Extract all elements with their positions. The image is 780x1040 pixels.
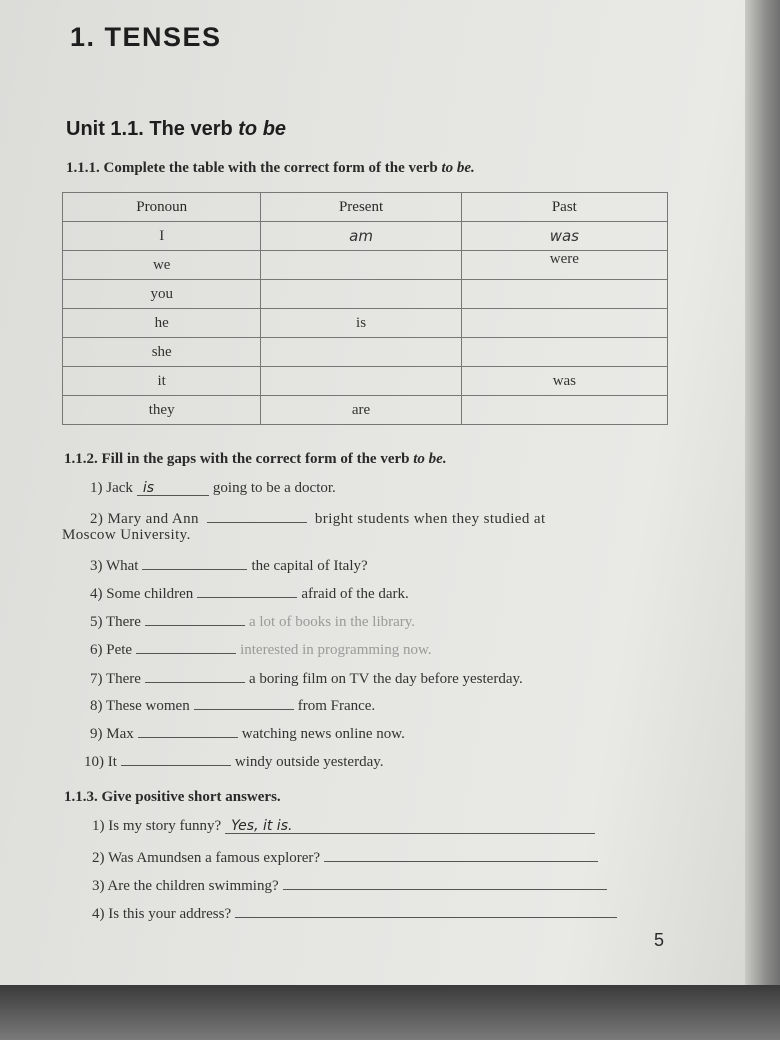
gap-blank[interactable] bbox=[207, 507, 307, 523]
gap-item bbox=[84, 750, 384, 771]
gap-item bbox=[90, 638, 432, 659]
present-cell[interactable]: are bbox=[261, 396, 461, 425]
pronoun-cell: she bbox=[63, 338, 261, 367]
gap-item-text: interested in programming now. bbox=[240, 642, 432, 658]
answer-line[interactable] bbox=[235, 902, 617, 918]
unit-title-emphasis: to be bbox=[238, 118, 287, 140]
pronoun-cell: it bbox=[63, 367, 261, 396]
gap-item-text: the capital of Italy? bbox=[251, 558, 368, 574]
gap-item-text: bright students when they studied at bbox=[314, 511, 546, 527]
gap-item-text: 1) Jack bbox=[90, 480, 133, 496]
past-cell[interactable] bbox=[461, 280, 667, 309]
gap-blank[interactable] bbox=[197, 582, 297, 598]
unit-title-text: Unit 1.1. The verb bbox=[66, 118, 239, 140]
pronoun-cell: they bbox=[63, 396, 261, 425]
present-cell[interactable] bbox=[261, 280, 461, 309]
gap-item-text: 2) Mary and Ann bbox=[90, 511, 199, 527]
short-answer-item bbox=[92, 902, 621, 923]
gap-item-text: afraid of the dark. bbox=[301, 586, 409, 602]
gap-item bbox=[90, 694, 375, 715]
header-pronoun: Pronoun bbox=[63, 193, 261, 222]
gap-item-text: 8) These women bbox=[90, 698, 190, 714]
past-cell[interactable] bbox=[461, 338, 667, 367]
past-cell[interactable]: were bbox=[461, 251, 667, 280]
gap-item bbox=[90, 554, 368, 575]
gap-item-text: a lot of books in the library. bbox=[248, 614, 416, 630]
header-present: Present bbox=[261, 193, 461, 222]
verb-table bbox=[62, 192, 668, 425]
gap-item bbox=[90, 582, 409, 603]
present-cell[interactable]: is bbox=[261, 309, 461, 338]
gap-item bbox=[90, 610, 415, 631]
gap-blank[interactable] bbox=[194, 694, 294, 710]
table-row bbox=[63, 222, 668, 251]
gap-item bbox=[90, 722, 405, 743]
gap-blank[interactable] bbox=[121, 750, 231, 766]
gap-item-text: 4) Some children bbox=[90, 586, 194, 602]
gap-item-text: 5) There bbox=[90, 614, 141, 630]
gap-item-text: windy outside yesterday. bbox=[234, 754, 384, 770]
table-header-row bbox=[63, 193, 668, 222]
gap-item-text: 7) There bbox=[90, 671, 141, 687]
gap-blank[interactable] bbox=[136, 638, 236, 654]
exercise-2-heading bbox=[64, 451, 447, 468]
gap-answer: is bbox=[142, 480, 155, 496]
gap-blank[interactable] bbox=[138, 722, 238, 738]
gap-item-text: 3) What bbox=[90, 558, 139, 574]
gap-blank[interactable] bbox=[142, 554, 247, 570]
exercise-2-heading-emphasis: to be. bbox=[413, 451, 447, 467]
table-row bbox=[63, 367, 668, 396]
gap-item-text: 10) It bbox=[84, 754, 117, 770]
answer-line[interactable] bbox=[225, 818, 595, 834]
table-row bbox=[63, 251, 668, 280]
past-cell[interactable] bbox=[461, 309, 667, 338]
page-edge-shadow bbox=[745, 0, 780, 1040]
short-answer: Yes, it is. bbox=[231, 818, 293, 834]
gap-item-text: a boring film on TV the day before yesterday. bbox=[248, 671, 523, 687]
present-cell[interactable] bbox=[261, 367, 461, 396]
gap-item bbox=[90, 480, 336, 497]
answer-line[interactable] bbox=[283, 874, 607, 890]
gap-item-text: going to be a doctor. bbox=[212, 480, 336, 496]
short-answer-item bbox=[92, 846, 602, 867]
exercise-2-heading-text: 1.1.2. Fill in the gaps with the correct form of the verb bbox=[64, 451, 414, 467]
unit-title bbox=[66, 118, 286, 141]
table-surface bbox=[0, 985, 780, 1040]
pronoun-cell: you bbox=[63, 280, 261, 309]
table-row bbox=[63, 280, 668, 309]
exercise-1-heading-emphasis: to be. bbox=[441, 160, 475, 176]
question-text: 1) Is my story funny? bbox=[92, 818, 222, 834]
gap-blank[interactable] bbox=[145, 610, 245, 626]
pronoun-cell: we bbox=[63, 251, 261, 280]
gap-blank[interactable] bbox=[145, 667, 245, 683]
gap-blank[interactable] bbox=[137, 480, 209, 496]
gap-item bbox=[90, 667, 523, 688]
gap-item-text: watching news online now. bbox=[241, 726, 405, 742]
short-answer-item bbox=[92, 874, 611, 895]
table-row bbox=[63, 396, 668, 425]
page-number: 5 bbox=[654, 930, 665, 950]
present-cell[interactable]: am bbox=[261, 222, 461, 251]
table-row bbox=[63, 338, 668, 367]
pronoun-cell: I bbox=[63, 222, 261, 251]
past-cell[interactable] bbox=[461, 396, 667, 425]
gap-item-continuation: Moscow University. bbox=[62, 527, 191, 543]
question-text: 4) Is this your address? bbox=[92, 906, 232, 922]
header-past: Past bbox=[461, 193, 667, 222]
exercise-1-heading-text: 1.1.1. Complete the table with the correct form of the verb bbox=[66, 160, 442, 176]
question-text: 3) Are the children swimming? bbox=[92, 878, 279, 894]
gap-item-text: 9) Max bbox=[90, 726, 134, 742]
table-row bbox=[63, 309, 668, 338]
exercise-3-heading: 1.1.3. Give positive short answers. bbox=[64, 789, 281, 805]
exercise-1-heading bbox=[66, 160, 475, 177]
gap-item bbox=[90, 507, 546, 528]
chapter-title: 1. TENSES bbox=[70, 22, 222, 52]
answer-line[interactable] bbox=[324, 846, 598, 862]
question-text: 2) Was Amundsen a famous explorer? bbox=[92, 850, 321, 866]
past-cell[interactable]: was bbox=[461, 222, 667, 251]
short-answer-item bbox=[92, 818, 599, 835]
pronoun-cell: he bbox=[63, 309, 261, 338]
present-cell[interactable] bbox=[261, 338, 461, 367]
gap-item-text: 6) Pete bbox=[90, 642, 133, 658]
present-cell[interactable] bbox=[261, 251, 461, 280]
gap-item-text: from France. bbox=[297, 698, 376, 714]
past-cell[interactable]: was bbox=[461, 367, 667, 396]
